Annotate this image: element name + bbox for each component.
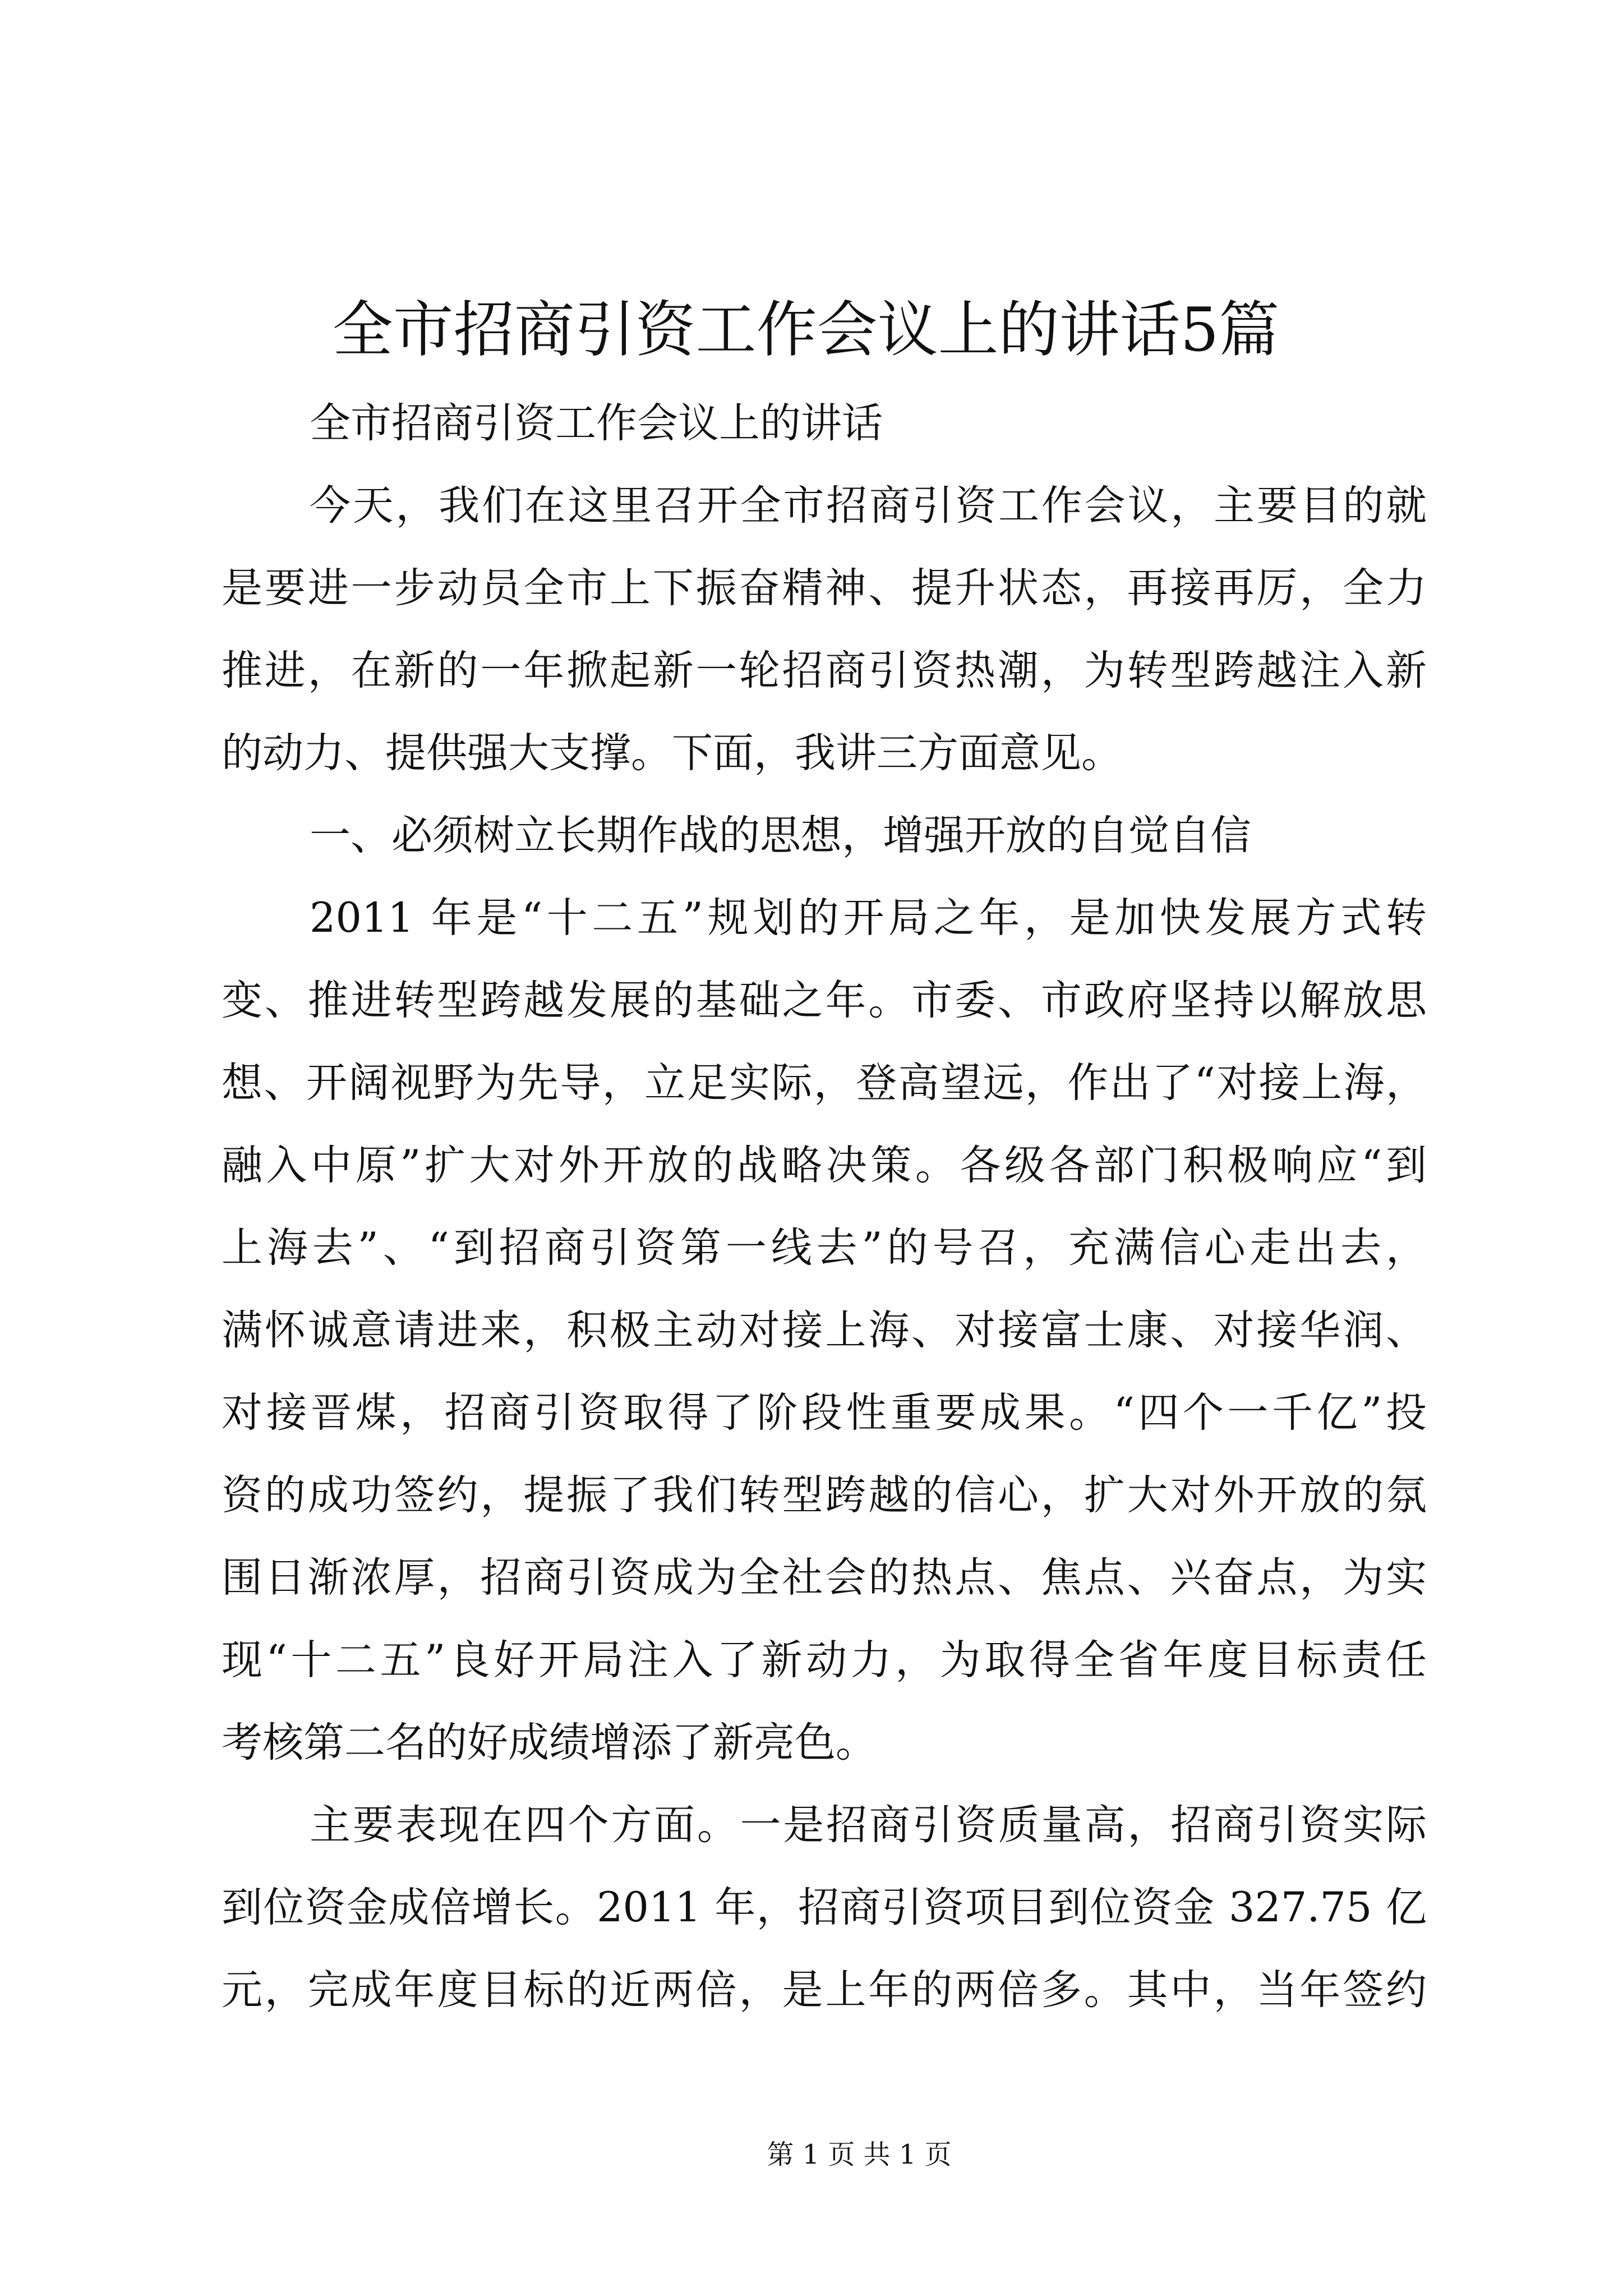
body-line: 想、开阔视野为先导，立足实际，登高望远，作出了“对接上海， (222, 1059, 1427, 1107)
body-line: 的动力、提供强大支撑。下面，我讲三方面意见。 (222, 729, 1122, 777)
body-line: 上海去”、“到招商引资第一线去”的号召，充满信心走出去， (222, 1224, 1427, 1272)
paragraph-2011 (222, 877, 1427, 1784)
body-line: 资的成功签约，提振了我们转型跨越的信心，扩大对外开放的氛 (222, 1471, 1427, 1519)
paragraph-intro (222, 464, 1427, 794)
body-line: 现“十二五”良好开局注入了新动力，为取得全省年度目标责任 (222, 1636, 1427, 1684)
body-line: 到位资金成倍增长。2011 年，招商引资项目到位资金 327.75 亿 (222, 1884, 1427, 1931)
body-line: 对接晋煤，招商引资取得了阶段性重要成果。“四个一千亿”投 (222, 1389, 1427, 1437)
body-line: 2011 年是“十二五”规划的开局之年，是加快发展方式转 (310, 894, 1427, 942)
document-body (222, 382, 1427, 2031)
body-line: 变、推进转型跨越发展的基础之年。市委、市政府坚持以解放思 (222, 977, 1427, 1024)
page-footer: 第 1 页 共 1 页 (767, 2139, 952, 2170)
body-line: 融入中原”扩大对外开放的战略决策。各级各部门积极响应“到 (222, 1142, 1427, 1189)
body-line: 满怀诚意请进来，积极主动对接上海、对接富士康、对接华润、 (222, 1306, 1427, 1354)
body-line: 元，完成年度目标的近两倍，是上年的两倍多。其中，当年签约 (222, 1966, 1427, 2014)
body-line: 全市招商引资工作会议上的讲话 (310, 399, 883, 447)
body-line: 围日渐浓厚，招商引资成为全社会的热点、焦点、兴奋点，为实 (222, 1554, 1427, 1602)
paragraph-four-aspects (222, 1784, 1427, 2031)
document-title: 全市招商引资工作会议上的讲话5篇 (332, 295, 1280, 365)
body-line: 推进，在新的一年掀起新一轮招商引资热潮，为转型跨越注入新 (222, 647, 1427, 694)
body-line: 是要进一步动员全市上下振奋精神、提升状态，再接再厉，全力 (222, 564, 1427, 612)
body-line: 主要表现在四个方面。一是招商引资质量高，招商引资实际 (310, 1801, 1427, 1849)
section-heading (222, 794, 1427, 877)
body-line: 考核第二名的好成绩增添了新亮色。 (222, 1719, 877, 1766)
body-line: 一、必须树立长期作战的思想，增强开放的自觉自信 (310, 812, 1251, 859)
body-line: 今天，我们在这里召开全市招商引资工作会议，主要目的就 (310, 482, 1427, 530)
paragraph-subtitle (222, 382, 1427, 464)
